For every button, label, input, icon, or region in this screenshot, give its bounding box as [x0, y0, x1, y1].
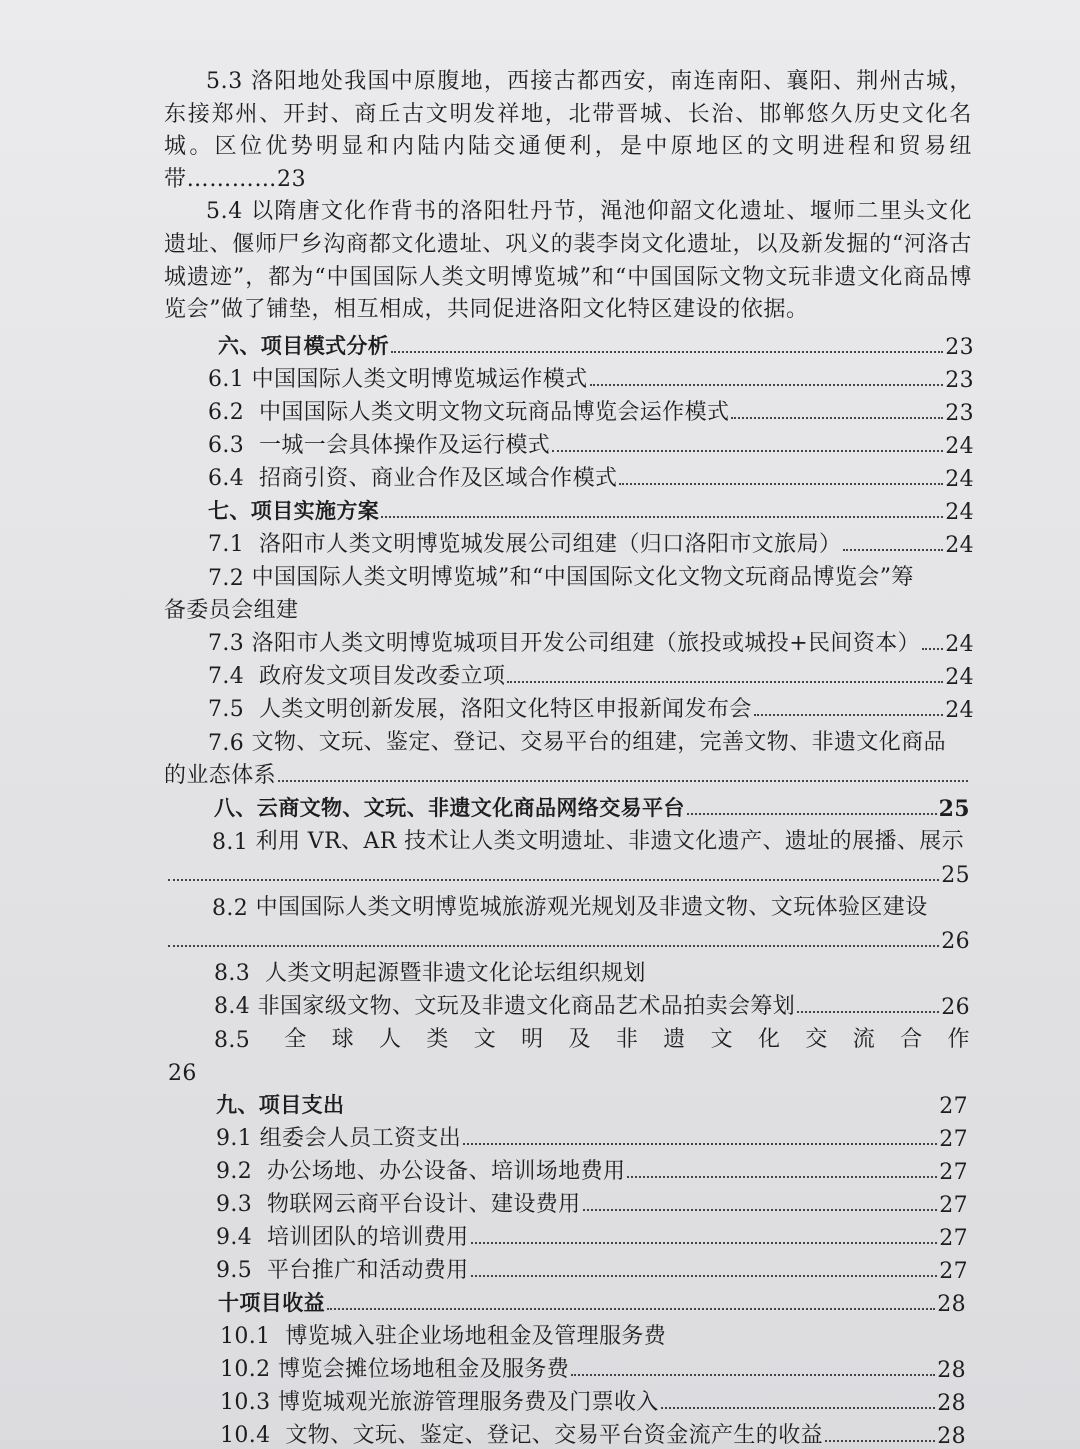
toc-heading: 十项目收益 [218, 1290, 325, 1315]
page-number: 24 [945, 499, 974, 525]
entry-title-continued: 的业态体系 [164, 762, 277, 788]
toc-entry-section-8[interactable] [214, 789, 970, 822]
entry-number: 10.1 [220, 1323, 271, 1349]
leader-dots [471, 1242, 938, 1244]
page-number: 24 [945, 631, 974, 657]
entry-title: 一城一会具体操作及运行模式 [258, 432, 551, 458]
paragraph-text: 洛阳地处我国中原腹地，西接古都西安，南连南阳、襄阳、荆州古城，东接郑州、开封、商丘古文明发祥地，北带晋城、长治、邯郸悠久历史文化名城。区位优势明显和内陆内陆交通便利，是中原地区的文明进程和贸易纽带 [164, 69, 973, 192]
toc-entry-7-3[interactable] [208, 624, 974, 657]
leader-dots [463, 1143, 937, 1145]
leader-dots [168, 945, 939, 947]
entry-title: 人类文明起源暨非遗文化论坛组织规划 [264, 960, 646, 986]
entry-title: 洛阳市人类文明博览城发展公司组建（归口洛阳市文旅局） [258, 531, 842, 557]
toc-heading: 九、项目支出 [216, 1092, 345, 1117]
leader-dots [571, 1374, 935, 1376]
entry-title-continued: 备委员会组建 [164, 597, 299, 623]
entry-title: 博览城入驻企业场地租金及管理服务费 [285, 1323, 667, 1349]
page-number: 23 [945, 334, 974, 360]
entry-number: 6.1 [208, 366, 245, 392]
entry-title: 物联网云商平台设计、建设费用 [266, 1191, 581, 1217]
entry-title: 中国国际人类文明博览城运作模式 [251, 366, 588, 392]
leader-dots [619, 483, 943, 485]
toc-entry-7-4[interactable] [208, 657, 974, 690]
toc-entry-6-3[interactable] [208, 426, 974, 459]
page-number: 23 [945, 400, 974, 426]
leader-dots [825, 1440, 935, 1442]
paragraph-text: 以隋唐文化作背书的洛阳牡丹节，渑池仰韶文化遗址、堰师二里头文化遗址、偃师尸乡沟商都文化遗址、巩义的裴李岗文化遗址，以及新发掘的“河洛古城遗迹”，都为“中国国际人类文明博览城”和“中国国际文物文玩非遗文化商品博览会”做了铺垫，相互相成，共同促进洛阳文化特区建设的依据。 [164, 199, 973, 323]
page-number: 27 [939, 1192, 968, 1218]
leader-dots [627, 1176, 937, 1178]
entry-title: 博览城观光旅游管理服务费及门票收入 [278, 1389, 659, 1415]
entry-title: 洛阳市人类文明博览城项目开发公司组建（旅投或城投+民间资本） [251, 630, 921, 656]
entry-title: 利用 VR、AR 技术让人类文明遗址、非遗文化遗产、遗址的展播、展示 [255, 828, 965, 854]
entry-number: 9.3 [216, 1191, 253, 1217]
toc-entry-10-3[interactable] [220, 1383, 966, 1416]
entry-title: 博览会摊位场地租金及服务费 [278, 1356, 570, 1382]
page-number: 27 [939, 1258, 968, 1284]
section-number: 5.4 [206, 199, 243, 225]
leader-dots [797, 1011, 939, 1013]
entry-number: 10.3 [220, 1389, 271, 1415]
leader-dots [381, 516, 943, 518]
paragraph-5-4 [164, 196, 972, 326]
entry-number: 10.4 [220, 1422, 271, 1448]
toc-entry-section-6[interactable] [218, 327, 974, 360]
page-number: 26 [168, 1060, 197, 1086]
section-number: 5.3 [206, 69, 243, 94]
toc-heading: 八、云商文物、文玩、非遗文化商品网络交易平台 [214, 795, 685, 820]
toc-entry-10-4[interactable] [220, 1416, 966, 1449]
page-number: 27 [939, 1126, 968, 1152]
toc-entry-8-1[interactable] [0, 822, 1080, 888]
leader-dots [583, 1209, 938, 1211]
entry-title: 非国家级文物、文玩及非遗文化商品艺术品拍卖会筹划 [257, 993, 796, 1019]
entry-title-spread: 全 球 人 类 文 明 及 非 遗 文 化 交 流 合 作 [284, 1026, 970, 1052]
entry-title: 办公场地、办公设备、培训场地费用 [266, 1158, 626, 1184]
page-number: 23 [277, 166, 307, 192]
toc-entry-9-3[interactable] [216, 1185, 968, 1218]
entry-title: 中国国际人类文明博览城旅游观光规划及非遗文物、文玩体验区建设 [255, 894, 928, 920]
page-number: 24 [945, 466, 974, 492]
page-number: 25 [938, 795, 970, 822]
toc-entry-10-1[interactable] [220, 1317, 966, 1350]
entry-number: 7.5 [208, 696, 245, 722]
entry-number: 9.5 [216, 1257, 253, 1283]
entry-number: 8.4 [214, 993, 251, 1019]
entry-number: 10.2 [220, 1356, 271, 1382]
leader-dots [687, 813, 937, 815]
entry-number: 6.2 [208, 399, 245, 425]
leader-dots [278, 780, 968, 782]
leader-dots [661, 1407, 935, 1409]
page-number: 25 [941, 862, 970, 888]
toc-entry-9-5[interactable] [216, 1251, 968, 1284]
toc-entry-section-7[interactable] [208, 492, 974, 525]
toc-entry-9-1[interactable] [216, 1119, 968, 1152]
leader-dots [507, 681, 943, 683]
toc-content [0, 66, 1080, 1449]
entry-number: 6.3 [208, 432, 245, 458]
toc-entry-6-1[interactable] [208, 360, 974, 393]
entry-title: 培训团队的培训费用 [266, 1224, 469, 1250]
entry-number: 7.3 [208, 630, 245, 656]
page-number: 27 [939, 1093, 968, 1119]
entry-title: 人类文明创新发展，洛阳文化特区申报新闻发布会 [258, 696, 752, 722]
leader-dots [327, 1308, 935, 1310]
toc-entry-section-9[interactable] [216, 1086, 968, 1119]
toc-heading: 六、项目模式分析 [218, 333, 390, 358]
toc-entry-9-2[interactable] [216, 1152, 968, 1185]
entry-title: 组委会人员工资支出 [259, 1125, 462, 1151]
page-number: 28 [937, 1390, 966, 1416]
leader-dots [731, 417, 943, 419]
entry-number: 8.5 [214, 1027, 251, 1053]
page-number: 28 [937, 1423, 966, 1449]
toc-entry-7-1[interactable] [208, 525, 974, 558]
toc-entry-8-2[interactable] [0, 888, 1080, 954]
entry-number: 7.2 [208, 565, 245, 591]
page-number: 26 [941, 994, 970, 1020]
toc-entry-6-2[interactable] [208, 393, 974, 426]
entry-number: 7.1 [208, 531, 245, 557]
entry-number: 7.6 [208, 730, 245, 756]
toc-entry-6-4[interactable] [208, 459, 974, 492]
page-number: 24 [945, 697, 974, 723]
paragraph-5-3: 5.3 洛阳地处我国中原腹地，西接古都西安，南连南阳、襄阳、荆州古城，东接郑州、开封、商丘古文明发祥地，北带晋城、长治、邯郸悠久历史文化名城。区位优势明显和内陆内陆交通便利，是中原地区的文明进程和贸易纽带…………23 [164, 69, 973, 192]
entry-title: 平台推广和活动费用 [266, 1257, 469, 1283]
toc-entry-7-6[interactable] [0, 723, 1080, 789]
entry-number: 8.2 [212, 895, 249, 921]
leader-dots [590, 384, 944, 386]
entry-number: 8.1 [212, 829, 249, 855]
page-number: 24 [945, 532, 974, 558]
leader-dots [843, 549, 943, 551]
entry-title: 中国国际人类文明博览城”和“中国国际文化文物文玩商品博览会”筹 [251, 564, 914, 590]
page-number: 28 [937, 1291, 966, 1317]
page-number: 24 [945, 664, 974, 690]
page-number: 24 [945, 433, 974, 459]
page-number: 27 [939, 1159, 968, 1185]
toc-entry-section-10[interactable] [218, 1284, 966, 1317]
toc-heading: 七、项目实施方案 [208, 498, 380, 523]
entry-number: 8.3 [214, 960, 251, 986]
toc-entry-9-4[interactable] [216, 1218, 968, 1251]
entry-number: 7.4 [208, 663, 245, 689]
leader-dots [168, 879, 939, 881]
page-number: 26 [941, 928, 970, 954]
page-number: 27 [939, 1225, 968, 1251]
leader-dots [471, 1275, 938, 1277]
toc-entry-10-2[interactable] [220, 1350, 966, 1383]
page-number: 23 [945, 367, 974, 393]
entry-title: 招商引资、商业合作及区域合作模式 [258, 465, 618, 491]
page-number: 28 [937, 1357, 966, 1383]
leader-dots [391, 351, 943, 353]
entry-title: 中国国际人类文明文物文玩商品博览会运作模式 [258, 399, 730, 425]
entry-title: 文物、文玩、鉴定、登记、交易平台资金流产生的收益 [285, 1422, 823, 1448]
leader-dots [922, 648, 943, 650]
toc-entry-7-5[interactable] [208, 690, 974, 723]
leader-dots [754, 714, 943, 716]
entry-title: 文物、文玩、鉴定、登记、交易平台的组建，完善文物、非遗文化商品 [251, 729, 946, 755]
toc-entry-8-3[interactable] [214, 954, 970, 987]
toc-entry-8-4[interactable] [214, 987, 970, 1020]
leader-dots [552, 450, 943, 452]
entry-number: 9.4 [216, 1224, 253, 1250]
entry-number: 9.1 [216, 1125, 253, 1151]
toc-entry-7-2[interactable] [0, 558, 1080, 624]
toc-entry-8-5[interactable] [0, 1020, 1080, 1086]
entry-number: 9.2 [216, 1158, 253, 1184]
entry-title: 政府发文项目发改委立项 [258, 663, 506, 689]
entry-number: 6.4 [208, 465, 245, 491]
